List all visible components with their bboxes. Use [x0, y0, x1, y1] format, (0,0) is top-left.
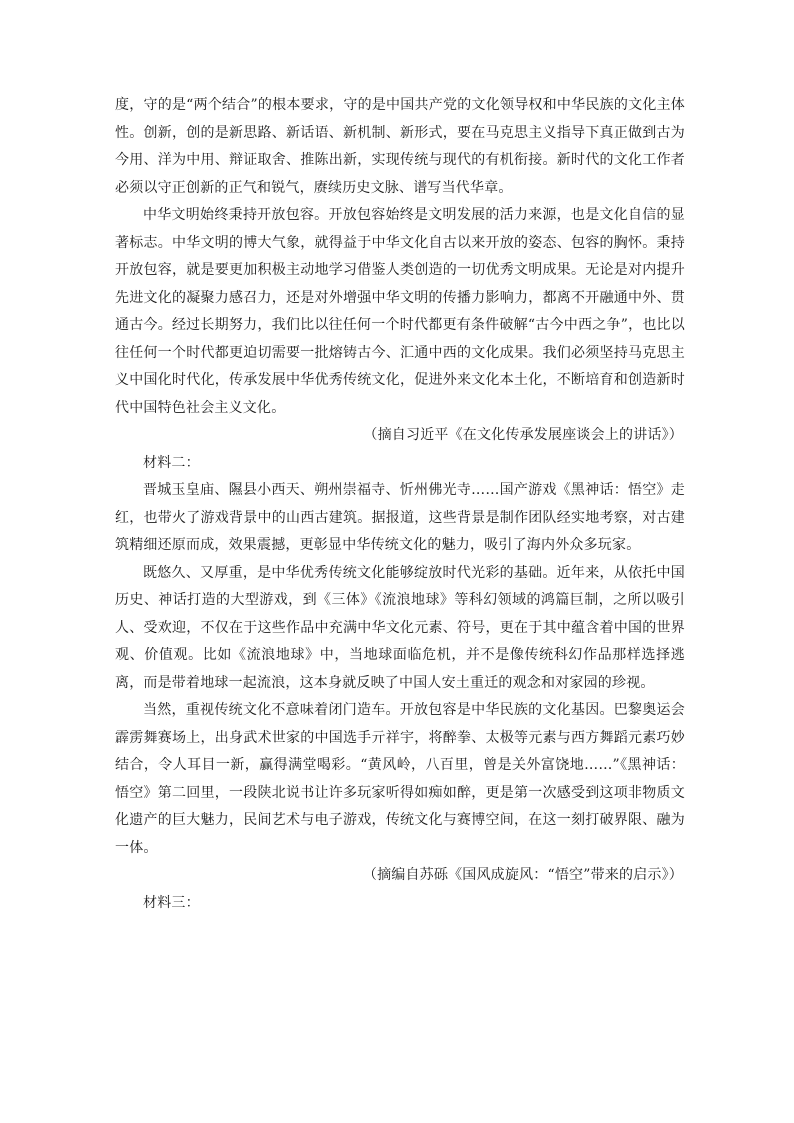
- material2-source: （摘编自苏砾《国风成旋风：“悟空”带来的启示》）: [362, 867, 683, 883]
- material2-paragraph-3: 当然，重视传统文化不意味着闭门造车。开放包容是中华民族的文化基因。巴黎奥运会霹雳舞赛场上，出身武术世家的中国选手亓祥宇，将醉拳、太极等元素与西方舞蹈元素巧妙结合，令人耳目一新，赢得满堂喝彩。“黄风岭，八百里，曾是关外富饶地……”《黑神话：悟空》第二回里，一段陕北说书让许多玩家听得如痴如醉，更是第一次感受到这项非物质文化遗产的巨大魅力，民间艺术与电子游戏，传统文化与赛博空间，在这一刻打破界限、融为一体。: [115, 702, 685, 856]
- material1-source: （摘自习近平《在文化传承发展座谈会上的讲话》）: [363, 427, 683, 443]
- material1-paragraph-1: 度，守的是“两个结合”的根本要求，守的是中国共产党的文化领导权和中华民族的文化主体性。创新，创的是新思路、新话语、新机制、新形式，要在马克思主义指导下真正做到古为今用、洋为中用、辩证取舍、推陈出新，实现传统与现代的有机衔接。新时代的文化工作者必须以守正创新的正气和锐气，赓续历史文脉、谱写当代华章。: [115, 97, 685, 196]
- material1-paragraph-2: 中华文明始终秉持开放包容。开放包容始终是文明发展的活力来源，也是文化自信的显著标志。中华文明的博大气象，就得益于中华文化自古以来开放的姿态、包容的胸怀。秉持开放包容，就是要更加积极主动地学习借鉴人类创造的一切优秀文明成果。无论是对内提升先进文化的凝聚力感召力，还是对外增强中华文明的传播力影响力，都离不开融通中外、贯通古今。经过长期努力，我们比以往任何一个时代都更有条件破解“古今中西之争”，也比以往任何一个时代都更迫切需要一批熔铸古今、汇通中西的文化成果。我们必须坚持马克思主义中国化时代化，传承发展中华优秀传统文化，促进外来文化本土化，不断培育和创造新时代中国特色社会主义文化。: [115, 207, 685, 416]
- material2-label: 材料二：: [143, 454, 200, 471]
- material2-paragraph-2: 既悠久、又厚重，是中华优秀传统文化能够绽放时代光彩的基础。近年来，从依托中国历史、神话打造的大型游戏，到《三体》《流浪地球》等科幻领域的鸿篇巨制，之所以吸引人、受欢迎，不仅在于这些作品中充满中华文化元素、符号，更在于其中蕴含着中国的世界观、价值观。比如《流浪地球》中，当地球面临危机，并不是像传统科幻作品那样选择逃离，而是带着地球一起流浪，这本身就反映了中国人安土重迁的观念和对家园的珍视。: [115, 564, 685, 691]
- material2-paragraph-1: 晋城玉皇庙、隰县小西天、朔州崇福寺、忻州佛光寺……国产游戏《黑神话：悟空》走红，也带火了游戏背景中的山西古建筑。据报道，这些背景是制作团队经实地考察，对古建筑精细还原而成，效果震撼，更彰显中华传统文化的魅力，吸引了海内外众多玩家。: [115, 482, 685, 553]
- material3-label: 材料三：: [143, 894, 200, 911]
- article-body: [115, 92, 685, 917]
